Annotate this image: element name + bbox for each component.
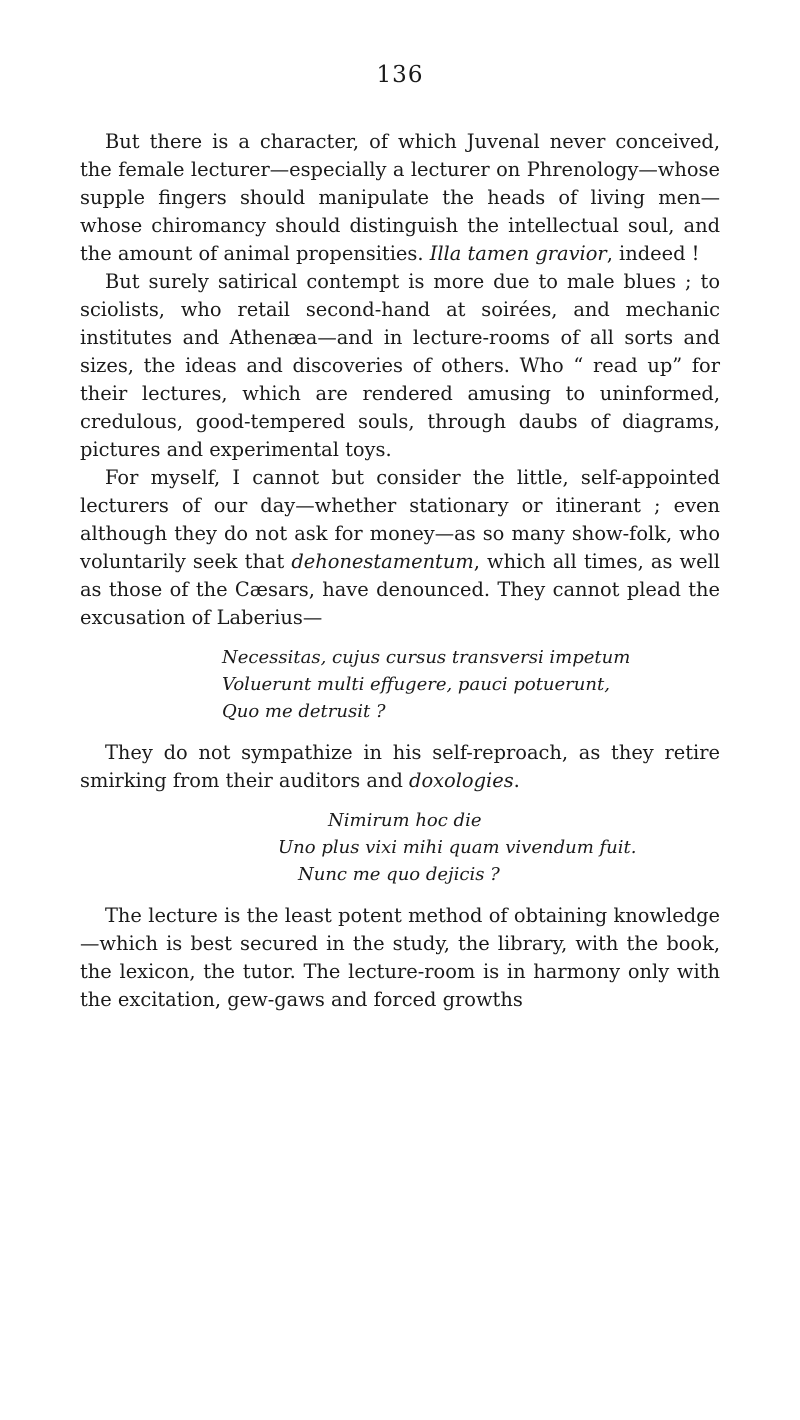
paragraph-5-text: The lecture is the least potent method of obtaining knowledge—which is best secured in the study, the library, with the book, the lexicon, the tutor. The lecture-room is in harmony only with the excitation, gew-gaws and forced growths (80, 904, 720, 1011)
paragraph-3 (80, 464, 720, 632)
verse-1-line-2: Voluerunt multi effugere, pauci potuerunt, (222, 674, 610, 695)
paragraph-1-text: But there is a character, of which Juvenal never conceived, the female lecturer—especially a lecturer on Phrenology—whose supple fingers should manipulate the heads of living men—whose chiromancy should distinguish the intellectual soul, and the amount of animal propensities. (80, 130, 720, 265)
paragraph-4 (80, 739, 720, 795)
paragraph-3-text-end: , which all times, as well as those of the Cæsars, have denounced. They cannot plead the excusation of Laberius— (80, 550, 720, 629)
paragraph-2 (80, 268, 720, 464)
body-text (80, 128, 720, 1014)
paragraph-3-text: For myself, I cannot but consider the little, self-appointed lecturers of our day—whether stationary or itinerant ; even although they do not ask for money—as so many show-folk, who voluntarily seek that (80, 466, 720, 573)
paragraph-4-italic: doxologies (409, 769, 514, 792)
paragraph-1-italic: Illa tamen gravior (429, 242, 607, 265)
verse-quotation-1 (80, 644, 720, 725)
paragraph-4-text-end: . (513, 769, 520, 792)
paragraph-5 (80, 902, 720, 1014)
page-number: 136 (376, 62, 424, 88)
verse-1-line-1: Necessitas, cujus cursus transversi impetum (222, 647, 631, 668)
paragraph-4-text: They do not sympathize in his self-reproach, as they retire smirking from their auditors and (80, 741, 720, 792)
paragraph-3-italic: dehonestamentum (291, 550, 474, 573)
verse-2-line-3: Nunc me quo dejicis ? (298, 864, 500, 885)
verse-1-line-3: Quo me detrusit ? (222, 701, 386, 722)
paragraph-1-text-end: , indeed ! (606, 242, 700, 265)
paragraph-2-text: But surely satirical contempt is more due to male blues ; to sciolists, who retail second-hand at soirées, and mechanic institutes and Athenæa—and in lecture-rooms of all sorts and sizes, the ideas and discoveries of others. Who “ read up” for their lectures, which are rendered amusing to uninformed, credulous, good-tempered souls, through daubs of diagrams, pictures and experimental toys. (80, 270, 720, 461)
verse-2-line-2: Uno plus vixi mihi quam vivendum fuit. (278, 837, 637, 858)
verse-quotation-2 (80, 807, 720, 888)
paragraph-1 (80, 128, 720, 268)
verse-2-line-1: Nimirum hoc die (328, 810, 482, 831)
